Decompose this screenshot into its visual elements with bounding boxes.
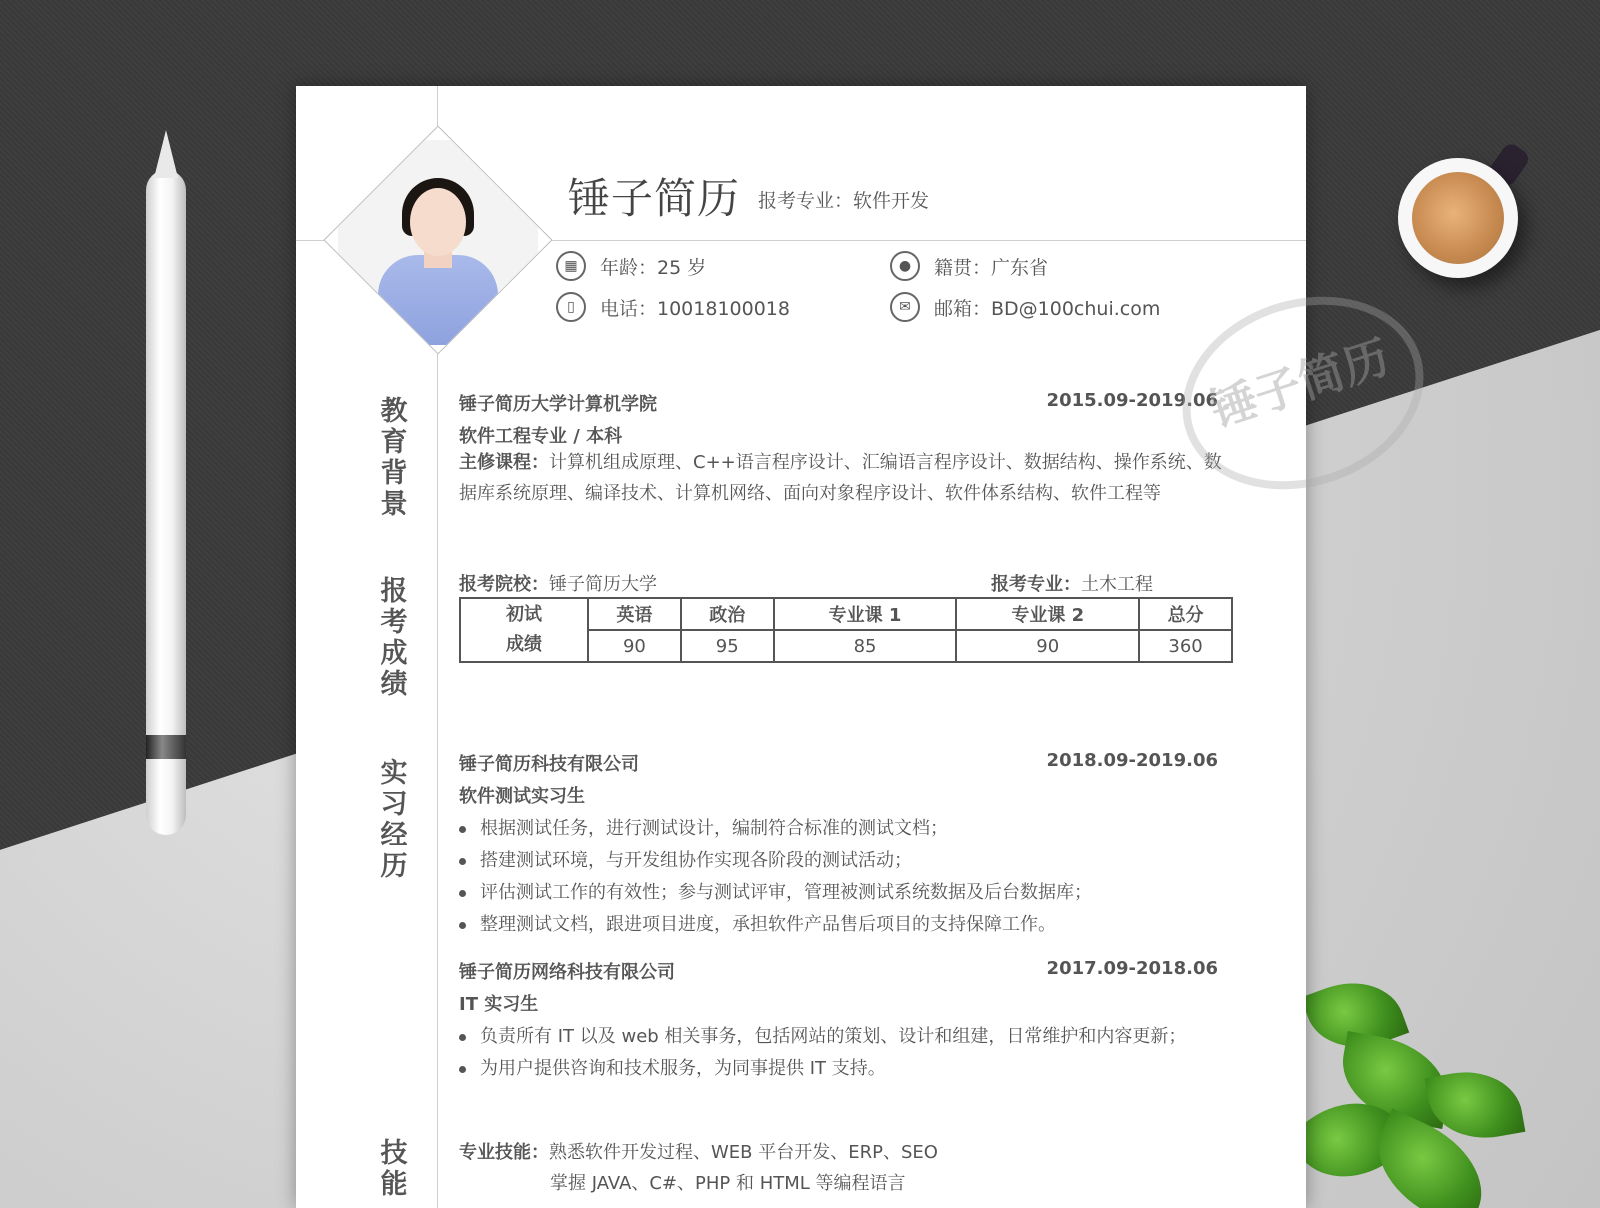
stylus-pen-image	[146, 130, 186, 835]
section-title-education: 教育背景	[380, 396, 408, 520]
score-major-label: 报考专业：	[991, 574, 1081, 595]
score-header: 政治	[681, 598, 774, 630]
score-header-row	[460, 598, 1232, 630]
internship-item	[459, 910, 1056, 936]
internship-item	[459, 878, 1092, 904]
internship-item	[459, 814, 948, 840]
apply-major-value: 软件开发	[853, 190, 930, 212]
score-row-label-text: 初试成绩	[506, 604, 542, 655]
internship-company: 锤子简历网络科技有限公司	[459, 962, 675, 983]
watermark-stamp: 锤子简历	[1157, 267, 1448, 520]
courses-label: 主修课程：	[459, 452, 549, 473]
info-phone	[556, 292, 790, 322]
photo-shirt	[378, 255, 498, 345]
score-major	[991, 570, 1153, 596]
education-date: 2015.09-2019.06	[1046, 390, 1218, 411]
bullet-dot	[459, 1066, 466, 1073]
info-phone-text: 电话：10018100018	[600, 297, 790, 320]
location-icon: ●	[890, 251, 920, 281]
apply-major-label: 报考专业：	[758, 190, 854, 212]
section-title-scores: 报考成绩	[380, 576, 408, 700]
internship-item-text: 搭建测试环境，与开发组协作实现各阶段的测试活动；	[480, 850, 912, 871]
profile-photo	[323, 125, 552, 354]
info-age-text: 年龄：25 岁	[600, 256, 707, 279]
coffee	[1412, 172, 1504, 264]
score-header: 英语	[588, 598, 681, 630]
internship-item-text: 评估测试工作的有效性；参与测试评审，管理被测试系统数据及后台数据库；	[480, 882, 1092, 903]
internship-date: 2017.09-2018.06	[1046, 958, 1218, 979]
score-value: 85	[774, 630, 957, 662]
skills-line-2: 掌握 JAVA、C#、PHP 和 HTML 等编程语言	[550, 1173, 906, 1194]
photo-portrait	[338, 140, 538, 340]
score-header: 专业课 1	[774, 598, 957, 630]
internship-date: 2018.09-2019.06	[1046, 750, 1218, 771]
score-value: 90	[588, 630, 681, 662]
internship-item-text: 整理测试文档，跟进项目进度，承担软件产品售后项目的支持保障工作。	[480, 914, 1056, 935]
internship-role: IT 实习生	[459, 994, 539, 1015]
info-native	[890, 251, 1048, 281]
coffee-cup-image	[1398, 158, 1518, 278]
score-header: 总分	[1139, 598, 1232, 630]
calendar-icon: ▦	[556, 251, 586, 281]
score-school-label: 报考院校：	[459, 574, 549, 595]
score-value: 90	[956, 630, 1139, 662]
score-school	[459, 570, 657, 596]
score-table	[459, 597, 1233, 663]
internship-role: 软件测试实习生	[459, 786, 585, 807]
score-major-value: 土木工程	[1081, 574, 1153, 595]
photo-face	[410, 188, 466, 256]
info-email	[890, 292, 1160, 322]
courses-text: 计算机组成原理、C++语言程序设计、汇编语言程序设计、数据结构、操作系统、数据库系统原理、编译技术、计算机网络、面向对象程序设计、软件体系结构、软件工程等	[459, 452, 1222, 504]
skills-line-1	[459, 1138, 938, 1164]
mail-icon: ✉	[890, 292, 920, 322]
internship-item	[459, 846, 912, 872]
education-school: 锤子简历大学计算机学院	[459, 394, 657, 415]
pen-band	[146, 735, 186, 759]
internship-company: 锤子简历科技有限公司	[459, 754, 639, 775]
phone-icon: ▯	[556, 292, 586, 322]
resume-sheet	[296, 86, 1306, 1208]
score-header: 专业课 2	[956, 598, 1139, 630]
info-age	[556, 251, 706, 281]
education-major: 软件工程专业 / 本科	[459, 426, 623, 447]
internship-item-text: 负责所有 IT 以及 web 相关事务，包括网站的策划、设计和组建，日常维护和内容更新；	[480, 1026, 1187, 1047]
candidate-name: 锤子简历	[568, 174, 741, 223]
bullet-dot	[459, 826, 466, 833]
score-value: 360	[1139, 630, 1232, 662]
plant-image	[1300, 960, 1600, 1208]
apply-major	[758, 186, 929, 213]
pen-tip	[154, 130, 178, 178]
info-email-text: 邮箱：BD@100chui.com	[934, 297, 1161, 320]
score-value: 95	[681, 630, 774, 662]
internship-item	[459, 1054, 886, 1080]
score-row-label	[460, 598, 588, 662]
info-native-text: 籍贯：广东省	[934, 256, 1049, 279]
bullet-dot	[459, 858, 466, 865]
internship-item-text: 根据测试任务，进行测试设计，编制符合标准的测试文档；	[480, 818, 948, 839]
score-school-value: 锤子简历大学	[549, 574, 657, 595]
internship-item	[459, 1022, 1186, 1048]
skills-text-1: 熟悉软件开发过程、WEB 平台开发、ERP、SEO	[549, 1142, 938, 1163]
internship-item-text: 为用户提供咨询和技术服务，为同事提供 IT 支持。	[480, 1058, 886, 1079]
section-title-internship: 实习经历	[380, 758, 408, 882]
bullet-dot	[459, 1034, 466, 1041]
bullet-dot	[459, 890, 466, 897]
section-title-skills: 技能	[380, 1138, 408, 1200]
bullet-dot	[459, 922, 466, 929]
education-courses	[459, 447, 1239, 509]
skills-label: 专业技能：	[459, 1142, 549, 1163]
